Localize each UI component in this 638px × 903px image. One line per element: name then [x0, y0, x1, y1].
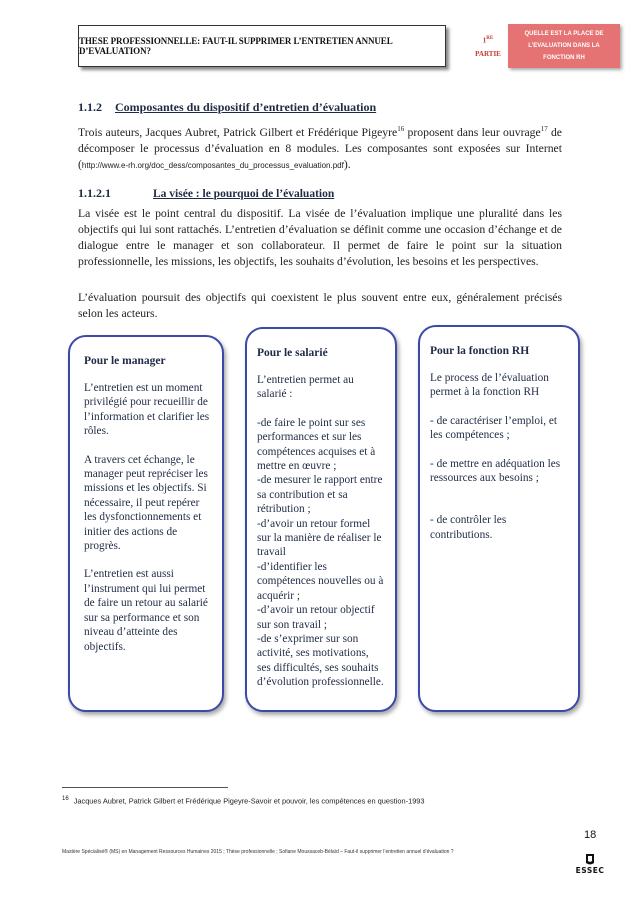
page-number: 18 [584, 829, 597, 841]
footnote-separator [62, 787, 228, 788]
page-footer: Mastère Spécialisé® (MS) en Management Ressources Humaines 2015 ; Thèse professionnelle ; Sofiane Moussaceb-Bélaïd – Faut-il supprimer l’entretien annuel d’évaluation ? [62, 849, 454, 855]
manager-box-title: Pour le manager [84, 355, 166, 367]
manager-box [68, 335, 224, 712]
part-indicator [468, 32, 508, 61]
subsection-paragraph-2: L’évaluation poursuit des objectifs qui coexistent le plus souvent entre eux, généralement précisés selon les acteurs. [78, 291, 562, 320]
employee-block-2: -de faire le point sur ses performances et sur les compétences acquises et à mettre en œuvre ; [257, 416, 376, 473]
essec-logo [574, 852, 606, 880]
employee-box [245, 327, 397, 712]
footnote-16 [62, 796, 425, 805]
header-title: THESE PROFESSIONNELLE: FAUT-IL SUPPRIMER L’ENTRETIEN ANNUEL D’EVALUATION? [79, 36, 393, 56]
employee-block-7: -de s’exprimer sur son activité, ses motivations, ses difficultés, ses souhaits d’évolution professionnelle. [257, 632, 384, 689]
footnote-ref-16: 16 [397, 125, 405, 133]
subsection-title: La visée : le pourquoi de l’évaluation [153, 188, 335, 200]
employee-block-3: -de mesurer le rapport entre sa contribution et sa rétribution ; [257, 474, 383, 516]
manager-block-1: L’entretien est un moment privilégié pour recueillir de l’information et clarifier les rôles. [84, 382, 210, 438]
essec-logo-text: ESSEC [575, 866, 605, 875]
source-link[interactable]: http://www.e-rh.org/doc_dess/composantes_du_processus_evaluation.pdf [81, 160, 344, 170]
subsection-heading [78, 186, 334, 201]
section-text-d: ). [343, 157, 351, 171]
section-text-c: de décomposer le processus d’évaluation en 8 modules. Les composantes sont exposées sur Internet ( [78, 125, 562, 171]
section-paragraph [78, 121, 562, 174]
hr-box-title: Pour la fonction RH [430, 345, 530, 357]
chapter-tag-line-1: QUELLE EST LA PLACE DE [524, 31, 604, 37]
employee-box-title: Pour le salarié [257, 347, 328, 359]
section-text-a: Trois auteurs, Jacques Aubret, Patrick Gilbert et Frédérique Pigeyre [78, 125, 398, 139]
subsection-paragraph-1: La visée est le point central du dispositif. La visée de l’évaluation implique une pluralité dans les objectifs qui lui sont rattachés. L’entretien d’évaluation se définit comme une occasion d’échange et de dialogue entre le manager et son collaborateur. Il permet de faire le point sur la situation professionnelle, les missions, les objectifs, les souhaits d’évolution, les besoins et les perspectives. [78, 207, 562, 268]
employee-block-6: -d’avoir un retour objectif sur son travail ; [257, 604, 375, 631]
footnote-ref-17: 17 [540, 125, 548, 133]
manager-block-2: A travers cet échange, le manager peut repréciser les missions et les objectifs. Si nécessaire, il peut repérer les dysfonctionnements et initier des actions de progrès. [84, 453, 208, 553]
chapter-tag-line-3: FONCTION RH [543, 55, 585, 61]
section-number: 1.1.2 [78, 100, 102, 114]
hr-block-3: - de mettre en adéquation les ressources aux besoins ; [430, 457, 561, 485]
header-title-box [78, 25, 446, 67]
hr-block-1: Le process de l’évaluation permet à la fonction RH [430, 372, 549, 399]
hr-box [418, 325, 580, 712]
part-suffix: RE [486, 36, 494, 41]
section-heading [78, 100, 376, 115]
chapter-tag-line-2: L’EVALUATION DANS LA [528, 43, 600, 49]
footnote-text: Jacques Aubret, Patrick Gilbert et Frédérique Pigeyre-Savoir et pouvoir, les compétences en question-1993 [73, 796, 425, 806]
hr-block-4: - de contrôler les contributions. [430, 514, 507, 541]
employee-block-4: -d’avoir un retour formel sur la manière de réaliser le travail [257, 517, 382, 559]
section-text-b: proposent dans leur ouvrage [404, 125, 541, 139]
section-title: Composantes du dispositif d’entretien d’évaluation [115, 100, 377, 114]
subsection-number: 1.1.2.1 [78, 186, 111, 200]
chapter-tag [508, 24, 620, 68]
part-number: 1 [482, 36, 487, 45]
manager-block-3: L’entretien est aussi l’instrument qui lui permet de faire un retour au salarié sur sa performance et son niveau d’atteinte des objectifs. [84, 568, 208, 653]
hr-block-2: - de caractériser l’emploi, et les compétences ; [430, 414, 558, 442]
footnote-number: 16 [62, 796, 69, 802]
employee-block-5: -d’identifier les compétences nouvelles ou à acquérir ; [257, 560, 384, 602]
part-label: PARTIE [475, 50, 501, 59]
employee-block-1: L’entretien permet au salarié : [257, 374, 354, 401]
